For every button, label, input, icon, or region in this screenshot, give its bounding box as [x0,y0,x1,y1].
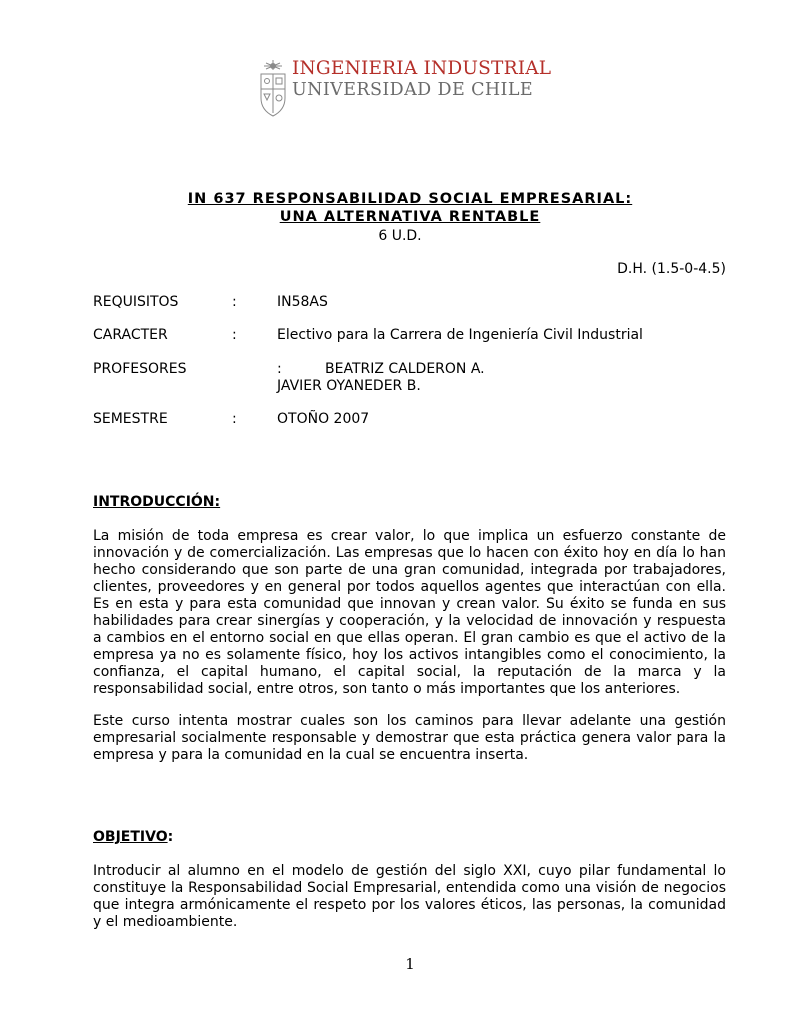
introduccion-paragraph-1: La misión de toda empresa es crear valor, lo que implica un esfuerzo constante de innovación y de comercialización. Las empresas que lo hacen con éxito hoy en día lo han hecho considerando que son parte de una gran comunidad, integrada por trabajadores, clientes, proveedores y en general por todos aquellos agentes que interactúan con ella. Es en esta y para esta comunidad que innovan y crean valor. Su éxito se funda en sus habilidades para crear sinergías y cooperación, y la velocidad de innovación y respuesta a cambios en el entorno social en que ellas operan. El gran cambio es que el activo de la empresa ya no es solamente físico, hoy los activos intangibles como el conocimiento, la confianza, el capital humano, el capital social, la reputación de la marca y la responsabilidad social, entre otros, son tanto o más importantes que los anteriores. [93,528,726,697]
requisitos-label: REQUISITOS [93,294,179,310]
objetivo-heading [93,829,173,845]
objetivo-paragraph: Introducir al alumno en el modelo de gestión del siglo XXI, cuyo pilar fundamental lo constituye la Responsabilidad Social Empresarial, entendida como una visión de negocios que integra armónicamente el respeto por los valores éticos, las personas, la comunidad y el medioambiente. [93,863,726,930]
profesor-1: BEATRIZ CALDERON A. [325,361,485,377]
course-units: 6 U.D. [378,228,422,244]
page-number: 1 [405,955,415,973]
requisitos-colon: : [232,294,237,310]
course-dh: D.H. (1.5-0-4.5) [617,261,726,277]
logo-subtitle: UNIVERSIDAD DE CHILE [292,80,534,100]
semestre-value: OTOÑO 2007 [277,411,370,427]
requisitos-value: IN58AS [277,294,328,310]
semestre-label: SEMESTRE [93,411,168,427]
university-crest-icon [258,58,288,120]
logo-title: INGENIERIA INDUSTRIAL [292,58,552,79]
objetivo-heading-colon: : [167,829,174,845]
objetivo-heading-text: OBJETIVO [93,829,168,845]
profesores-colon: : [277,361,282,377]
university-logo [258,58,552,122]
profesores-label: PROFESORES [93,361,187,377]
caracter-value: Electivo para la Carrera de Ingeniería Civil Industrial [277,327,643,343]
caracter-label: CARACTER [93,327,168,343]
profesor-2: JAVIER OYANEDER B. [277,378,421,394]
caracter-colon: : [232,327,237,343]
introduccion-heading: INTRODUCCIÓN: [93,494,221,510]
semestre-colon: : [232,411,237,427]
course-title-line1: IN 637 RESPONSABILIDAD SOCIAL EMPRESARIAL: [187,191,633,207]
course-title-line2: UNA ALTERNATIVA RENTABLE [279,209,541,225]
introduccion-paragraph-2: Este curso intenta mostrar cuales son los caminos para llevar adelante una gestión empresarial socialmente responsable y demostrar que esta práctica genera valor para la empresa y para la comunidad en la cual se encuentra inserta. [93,713,726,763]
